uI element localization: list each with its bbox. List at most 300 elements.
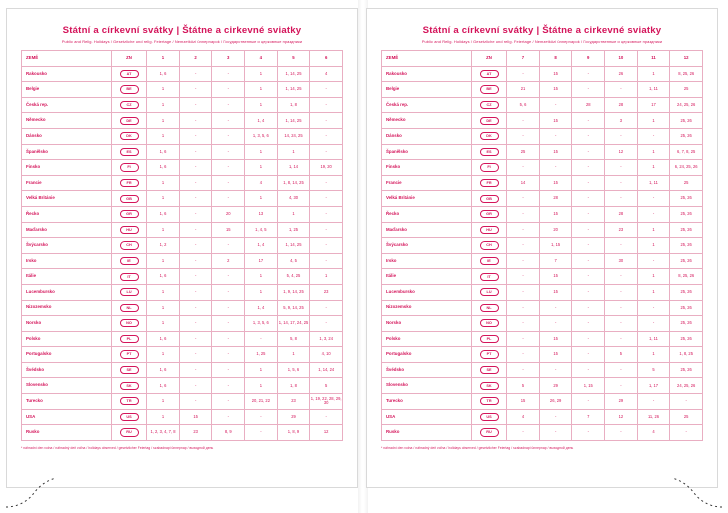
holiday-dates-cell: 1, 6 [147,362,180,378]
holiday-dates-cell: 1, 8, 14, 25 [277,175,310,191]
holiday-dates-cell: - [310,206,343,222]
country-name: Francie [22,175,112,191]
holiday-dates-cell: - [507,128,540,144]
holiday-dates-cell: - [179,269,212,285]
left-page [6,8,358,488]
holiday-dates-cell: 1, 4, 5 [245,222,278,238]
holiday-dates-cell: - [179,316,212,332]
holiday-dates-cell: 5 [637,362,670,378]
country-code-cell [111,425,146,441]
table-row [22,82,343,98]
holiday-dates-cell: 1 [277,144,310,160]
holiday-dates-cell: - [212,97,245,113]
holiday-dates-cell: 7 [572,409,605,425]
holiday-dates-cell: - [310,316,343,332]
country-code-cell [111,206,146,222]
table-row [22,238,343,254]
table-row [382,66,703,82]
country-code-badge: IT [120,273,139,281]
holiday-dates-cell: 1 [147,175,180,191]
country-code-cell [111,347,146,363]
holiday-dates-cell: - [572,394,605,410]
country-name: Maďarsko [382,222,472,238]
country-name: Dánsko [382,128,472,144]
holiday-dates-cell: - [572,300,605,316]
holiday-dates-cell: - [507,362,540,378]
table-row [382,347,703,363]
country-code-badge: NL [120,304,139,312]
country-name: USA [382,409,472,425]
country-code-badge: HU [120,226,139,234]
holiday-dates-cell: 15 [212,222,245,238]
holiday-dates-cell: 4 [310,66,343,82]
holiday-dates-cell: - [572,66,605,82]
country-name: Belgie [382,82,472,98]
holiday-dates-cell: - [212,144,245,160]
holiday-dates-cell: 1 [637,66,670,82]
table-row [22,269,343,285]
holiday-dates-cell: - [539,300,572,316]
holiday-dates-cell: 13 [245,206,278,222]
table-row [382,206,703,222]
country-name: USA [22,409,112,425]
holiday-dates-cell: 1 [245,269,278,285]
holiday-dates-cell: - [507,300,540,316]
table-row [22,128,343,144]
table-row [382,82,703,98]
country-name: Řecko [382,206,472,222]
table-row [382,269,703,285]
country-code-badge: DE [480,117,499,125]
country-code-badge: PL [120,335,139,343]
column-header-month-7: 7 [507,51,540,67]
holiday-dates-cell: - [605,331,638,347]
holiday-dates-cell: 1, 11 [637,175,670,191]
country-code-badge: DK [480,132,499,140]
holiday-dates-cell: 8, 9 [212,425,245,441]
holiday-dates-cell: - [539,409,572,425]
holiday-dates-cell: 25 [507,144,540,160]
country-code-badge: PT [480,350,499,358]
holiday-dates-cell: - [179,300,212,316]
holiday-dates-cell: 12 [605,144,638,160]
country-name: Norsko [382,316,472,332]
holiday-dates-cell: - [572,284,605,300]
holiday-dates-cell: 1, 8 [277,378,310,394]
country-code-cell [471,175,506,191]
holiday-dates-cell: - [507,113,540,129]
holiday-dates-cell: - [212,128,245,144]
holiday-dates-cell: - [605,316,638,332]
country-code-badge: NO [480,319,499,327]
holiday-dates-cell: 1 [147,394,180,410]
holiday-dates-cell: 5 [507,378,540,394]
table-row [382,316,703,332]
holiday-dates-cell: - [507,222,540,238]
holiday-dates-cell: 15 [539,347,572,363]
country-code-cell [471,253,506,269]
table-row [382,300,703,316]
holiday-dates-cell: - [572,191,605,207]
country-code-cell [111,66,146,82]
table-row [382,362,703,378]
country-code-badge: ES [120,148,139,156]
country-name: Španělsko [382,144,472,160]
country-code-cell [111,128,146,144]
holiday-dates-cell: - [310,144,343,160]
holiday-dates-cell: - [637,253,670,269]
holiday-dates-cell: - [605,378,638,394]
country-code-cell [111,316,146,332]
holiday-dates-cell: - [212,66,245,82]
holiday-dates-cell: - [212,160,245,176]
country-name: Slovensko [382,378,472,394]
holiday-dates-cell: 5 [310,378,343,394]
holiday-dates-cell: 1, 4 [245,300,278,316]
holiday-dates-cell: 24, 25, 26 [670,378,703,394]
holiday-dates-cell: 1 [637,269,670,285]
country-code-badge: BE [480,85,499,93]
holiday-dates-cell: 15 [539,206,572,222]
country-code-badge: FR [120,179,139,187]
country-code-badge: US [480,413,499,421]
country-code-badge: AT [480,70,499,78]
country-code-badge: SK [480,382,499,390]
holiday-dates-cell: 1 [147,284,180,300]
holiday-dates-cell: 12 [605,409,638,425]
holiday-dates-cell: 5, 9, 14, 25 [277,300,310,316]
holiday-dates-cell: - [179,66,212,82]
holiday-dates-cell: - [179,175,212,191]
holiday-dates-cell: 17 [245,253,278,269]
holiday-dates-cell: 1 [147,191,180,207]
holiday-dates-cell: 15 [539,331,572,347]
holiday-dates-cell: 1, 6 [147,66,180,82]
holiday-dates-cell: - [605,238,638,254]
holiday-dates-cell: - [310,222,343,238]
holiday-dates-cell: - [507,331,540,347]
table-row [382,253,703,269]
holiday-dates-cell: - [507,238,540,254]
page-subtitle: Public and Relig. Holidays / Gesetzliche und relig. Feiertage / Nemzetközi ünnepnapok / Государственные и церковные праздники [61,39,303,44]
holiday-dates-cell: - [245,331,278,347]
holiday-dates-cell: - [179,128,212,144]
country-code-badge: BE [120,85,139,93]
country-code-cell [471,316,506,332]
holiday-dates-cell: - [637,316,670,332]
country-code-badge: GR [480,210,499,218]
holiday-dates-cell: - [310,97,343,113]
holiday-dates-cell: 7 [539,253,572,269]
holiday-dates-cell: 4 [245,175,278,191]
holiday-dates-cell: 1, 14, 17, 24, 25 [277,316,310,332]
country-name: Polsko [22,331,112,347]
country-code-badge: RU [120,428,139,436]
country-code-badge: CH [480,241,499,249]
holiday-dates-cell: 21 [507,82,540,98]
column-header-month-1: 1 [147,51,180,67]
country-code-badge: GB [120,195,139,203]
country-code-cell [471,425,506,441]
holiday-dates-cell: - [539,362,572,378]
country-code-cell [111,82,146,98]
holiday-dates-cell: 1 [147,409,180,425]
table-row [22,253,343,269]
holiday-dates-cell: 1, 14, 25 [277,66,310,82]
holiday-dates-cell: 1, 14, 25 [277,113,310,129]
holiday-dates-cell: 1 [245,284,278,300]
holiday-dates-cell: 1 [147,113,180,129]
holiday-dates-cell: - [539,128,572,144]
country-code-cell [471,160,506,176]
holiday-dates-cell: 15 [539,175,572,191]
column-header-country: ZEMĚ [382,51,472,67]
country-name: Nizozemsko [22,300,112,316]
page-title-right: Státní a církevní svátky | Štátne a cirkevné sviatky [422,25,662,36]
holiday-dates-cell: 1, 14, 25 [277,82,310,98]
holiday-dates-cell: - [212,269,245,285]
holiday-dates-cell: - [637,300,670,316]
holiday-dates-cell: - [212,238,245,254]
country-code-cell [471,113,506,129]
table-row [22,144,343,160]
holiday-dates-cell: 1 [637,222,670,238]
holiday-dates-cell: 1, 14, 24 [310,362,343,378]
country-name: Maďarsko [22,222,112,238]
holiday-dates-cell: 1, 6 [147,206,180,222]
table-row [382,238,703,254]
country-code-badge: CZ [120,101,139,109]
country-name: Německo [382,113,472,129]
holiday-dates-cell: 20 [212,206,245,222]
holiday-dates-cell: 25, 26 [670,284,703,300]
holiday-dates-cell: - [572,175,605,191]
country-code-badge: DE [120,117,139,125]
country-code-badge: SE [120,366,139,374]
holiday-dates-cell: 30 [605,253,638,269]
holiday-dates-cell: - [572,425,605,441]
page-title: Státní a církevní svátky | Štátne a cirkevné sviatky [62,25,302,36]
holiday-dates-cell: 1 [637,113,670,129]
holiday-dates-cell: 1 [245,160,278,176]
table-row [382,113,703,129]
holiday-dates-cell: 1, 19, 22, 28, 29, 30 [310,394,343,410]
holiday-dates-cell: 2 [212,253,245,269]
table-row [382,222,703,238]
holiday-dates-cell: 25 [670,82,703,98]
country-name: Dánsko [22,128,112,144]
holiday-dates-cell: 1 [147,82,180,98]
column-header-code: ZN [111,51,146,67]
holiday-dates-cell: 25, 26 [670,206,703,222]
holiday-dates-cell: 1 [245,191,278,207]
holiday-dates-cell: - [310,128,343,144]
holiday-dates-cell: - [572,160,605,176]
table-row [22,425,343,441]
holiday-dates-cell: - [572,362,605,378]
holidays-table-right [381,50,703,441]
country-name: Rusko [22,425,112,441]
holiday-dates-cell: 20 [539,222,572,238]
holiday-dates-cell: 25, 26 [670,253,703,269]
holiday-dates-cell: 1, 4 [245,238,278,254]
holiday-dates-cell: - [572,222,605,238]
country-code-cell [111,409,146,425]
holiday-dates-cell: - [179,347,212,363]
holiday-dates-cell: 28 [605,97,638,113]
country-code-badge: LU [480,288,499,296]
column-header-month-12: 12 [670,51,703,67]
holiday-dates-cell: - [179,394,212,410]
table-row [382,128,703,144]
holiday-dates-cell: 25, 26 [670,316,703,332]
country-code-badge: DK [120,132,139,140]
holiday-dates-cell: 29 [277,409,310,425]
country-name: Irsko [382,253,472,269]
column-header-month-11: 11 [637,51,670,67]
holiday-dates-cell: - [637,191,670,207]
holiday-dates-cell: - [670,425,703,441]
table-row [22,191,343,207]
holiday-dates-cell: 6, 7, 8, 25 [670,144,703,160]
holiday-dates-cell: - [212,300,245,316]
holiday-dates-cell: - [572,331,605,347]
holiday-dates-cell: 25, 26 [670,300,703,316]
country-code-cell [471,362,506,378]
country-name: Rusko [382,425,472,441]
country-code-badge: GR [120,210,139,218]
holiday-dates-cell: 15 [539,66,572,82]
holiday-dates-cell: 25 [670,175,703,191]
country-code-cell [111,191,146,207]
holiday-dates-cell: 1 [245,66,278,82]
holiday-dates-cell: 29 [539,378,572,394]
country-code-cell [471,331,506,347]
table-row [22,331,343,347]
holiday-dates-cell: - [637,394,670,410]
table-row [22,394,343,410]
holiday-dates-cell: - [637,206,670,222]
country-code-cell [111,378,146,394]
holiday-dates-cell: 1, 8 [277,97,310,113]
holiday-dates-cell: 1 [245,144,278,160]
country-code-cell [111,331,146,347]
country-code-badge: SE [480,366,499,374]
holiday-dates-cell: 1, 6 [147,331,180,347]
holiday-dates-cell: 1, 8, 9 [277,425,310,441]
holiday-dates-cell: 25, 26 [670,222,703,238]
holiday-dates-cell: - [637,128,670,144]
column-header-month-8: 8 [539,51,572,67]
holiday-dates-cell: 1, 9, 14, 25 [277,284,310,300]
holiday-dates-cell: 1, 6 [147,144,180,160]
holiday-dates-cell: 1 [277,347,310,363]
holiday-dates-cell: 1, 2, 3, 4, 7, 8 [147,425,180,441]
holiday-dates-cell: - [179,160,212,176]
country-code-badge: RU [480,428,499,436]
table-row [382,284,703,300]
holiday-dates-cell: 25, 26 [670,362,703,378]
holiday-dates-cell: - [572,269,605,285]
table-row [22,175,343,191]
country-name: Řecko [22,206,112,222]
table-row [382,425,703,441]
holiday-dates-cell: - [539,425,572,441]
holiday-dates-cell: - [179,97,212,113]
country-code-cell [111,269,146,285]
holiday-dates-cell: - [539,97,572,113]
country-code-badge: NO [120,319,139,327]
country-code-cell [111,144,146,160]
holiday-dates-cell: - [212,82,245,98]
holiday-dates-cell: - [310,113,343,129]
holiday-dates-cell: - [605,362,638,378]
country-code-badge: CH [120,241,139,249]
country-code-cell [471,128,506,144]
holiday-dates-cell: 29 [605,394,638,410]
holiday-dates-cell: 5, 8 [277,331,310,347]
holiday-dates-cell: 25, 26 [670,238,703,254]
holiday-dates-cell: - [310,253,343,269]
column-header-month-9: 9 [572,51,605,67]
holiday-dates-cell: 1 [147,300,180,316]
table-row [382,409,703,425]
country-code-cell [111,238,146,254]
holiday-dates-cell: - [572,144,605,160]
country-code-cell [471,97,506,113]
table-row [22,222,343,238]
holiday-dates-cell: 1, 6 [147,378,180,394]
holiday-dates-cell: 1 [147,97,180,113]
country-code-badge: FI [120,163,139,171]
country-name: Švýcarsko [382,238,472,254]
column-header-month-3: 3 [212,51,245,67]
holiday-dates-cell: 1, 14 [277,160,310,176]
holiday-dates-cell: - [605,284,638,300]
holiday-dates-cell: 1 [245,362,278,378]
holiday-dates-cell: - [212,175,245,191]
holiday-dates-cell: 25, 26 [670,128,703,144]
holiday-dates-cell: 15 [507,394,540,410]
country-name: Slovensko [22,378,112,394]
holiday-dates-cell: - [507,316,540,332]
holiday-dates-cell: - [572,128,605,144]
holiday-dates-cell: - [507,347,540,363]
holiday-dates-cell: - [179,284,212,300]
table-header-row [22,51,343,67]
holiday-dates-cell: - [507,206,540,222]
country-code-cell [471,191,506,207]
country-code-badge: TR [120,397,139,405]
country-name: Švýcarsko [22,238,112,254]
holiday-dates-cell: 1, 17 [637,378,670,394]
holiday-dates-cell: - [212,378,245,394]
holiday-dates-cell: - [507,284,540,300]
table-row [382,394,703,410]
holiday-dates-cell: - [310,175,343,191]
holiday-dates-cell: 23 [277,394,310,410]
table-row [22,97,343,113]
holiday-dates-cell: 1 [277,206,310,222]
holiday-dates-cell: - [212,409,245,425]
country-name: Polsko [382,331,472,347]
country-name: Nizozemsko [382,300,472,316]
country-name: Irsko [22,253,112,269]
holiday-dates-cell: 15 [179,409,212,425]
holiday-dates-cell: 1, 15 [539,238,572,254]
country-name: Portugalsko [382,347,472,363]
holiday-dates-cell: - [572,113,605,129]
